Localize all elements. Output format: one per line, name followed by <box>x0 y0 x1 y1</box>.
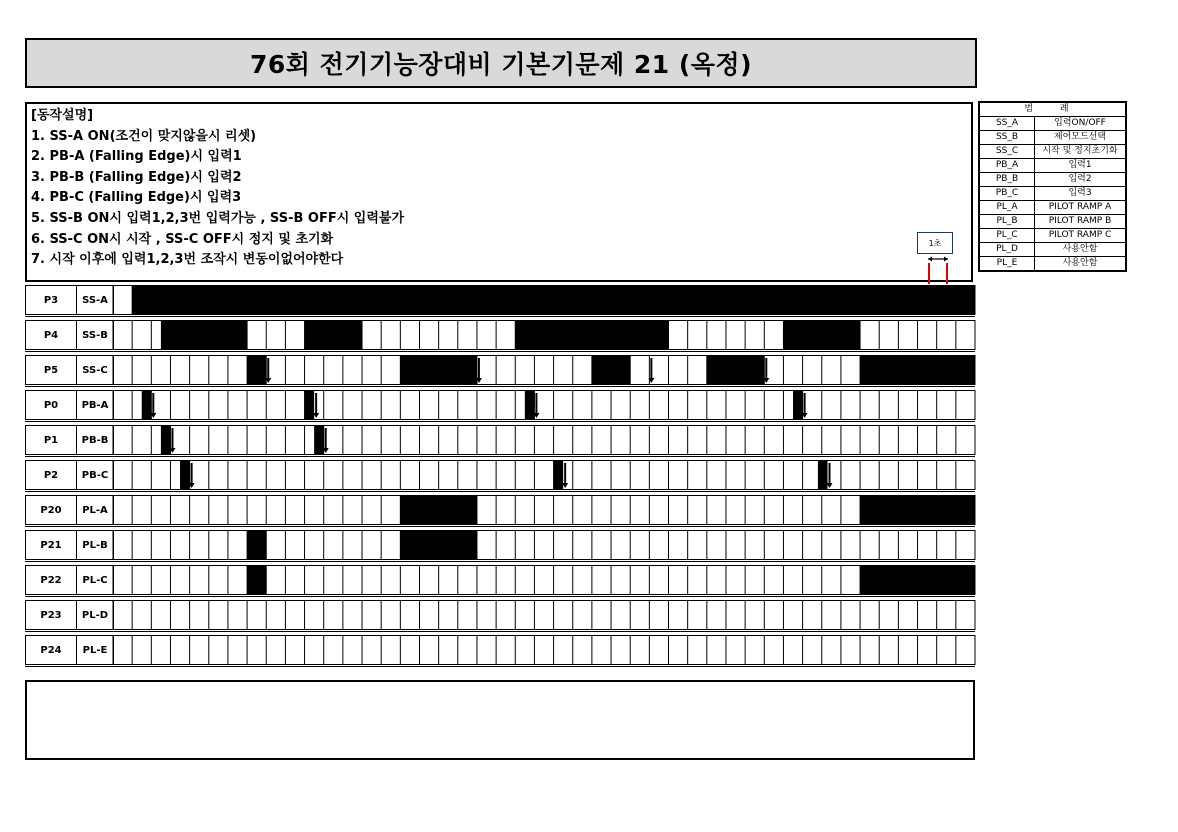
signal-label: SS-B <box>76 320 114 350</box>
signal-on-bar <box>400 496 477 524</box>
signal-waveform <box>113 425 975 455</box>
signal-waveform <box>113 565 975 595</box>
signal-on-bar <box>132 286 975 314</box>
legend-key: PB_C <box>979 187 1035 201</box>
row-frame <box>113 531 975 560</box>
timing-row <box>25 495 975 525</box>
signal-waveform <box>113 530 975 560</box>
port-label: P2 <box>25 460 77 490</box>
timing-row <box>25 600 975 630</box>
signal-label: PL-C <box>76 565 114 595</box>
legend-value: PILOT RAMP C <box>1035 229 1127 243</box>
row-separator <box>25 386 975 387</box>
signal-label: SS-C <box>76 355 114 385</box>
signal-label: PL-A <box>76 495 114 525</box>
row-frame <box>113 636 975 665</box>
signal-waveform <box>113 355 975 385</box>
signal-on-bar <box>142 391 152 419</box>
legend-value: 사용안함 <box>1035 243 1127 257</box>
signal-on-bar <box>400 531 477 559</box>
signal-on-bar <box>860 566 975 594</box>
row-separator <box>25 666 975 667</box>
port-label: P0 <box>25 390 77 420</box>
legend-key: PL_B <box>979 215 1035 229</box>
row-separator <box>25 491 975 492</box>
signal-on-bar <box>314 426 324 454</box>
port-label: P1 <box>25 425 77 455</box>
legend-key: PL_D <box>979 243 1035 257</box>
row-frame <box>113 426 975 455</box>
signal-on-bar <box>860 496 975 524</box>
signal-waveform <box>113 460 975 490</box>
legend-key: PL_A <box>979 201 1035 215</box>
timing-row <box>25 390 975 420</box>
row-separator <box>25 596 975 597</box>
legend-row <box>979 229 1126 243</box>
timing-row <box>25 355 975 385</box>
signal-on-bar <box>525 391 535 419</box>
signal-waveform <box>113 285 975 315</box>
signal-waveform <box>113 320 975 350</box>
legend-row <box>979 215 1126 229</box>
signal-on-bar <box>592 356 630 384</box>
description-line: 3. PB-B (Falling Edge)시 입력2 <box>31 169 242 185</box>
legend-value: 제어모드선택 <box>1035 131 1127 145</box>
description-line: 6. SS-C ON시 시작 , SS-C OFF시 정지 및 초기화 <box>31 231 334 247</box>
legend-row <box>979 159 1126 173</box>
legend-value: 입력3 <box>1035 187 1127 201</box>
legend-key: PB_A <box>979 159 1035 173</box>
row-separator <box>25 631 975 632</box>
legend-row <box>979 243 1126 257</box>
row-frame <box>113 356 975 385</box>
signal-on-bar <box>707 356 764 384</box>
legend-row <box>979 201 1126 215</box>
description-line: 1. SS-A ON(조건이 맞지않을시 리셋) <box>31 128 257 144</box>
legend-key: PL_C <box>979 229 1035 243</box>
timing-row <box>25 635 975 665</box>
signal-on-bar <box>793 391 803 419</box>
signal-label: PB-B <box>76 425 114 455</box>
timing-row <box>25 285 975 315</box>
timing-row <box>25 320 975 350</box>
signal-waveform <box>113 635 975 665</box>
legend-value: 사용안함 <box>1035 257 1127 272</box>
timing-chart <box>25 285 975 665</box>
row-frame <box>113 461 975 490</box>
signal-label: SS-A <box>76 285 114 315</box>
legend-row <box>979 257 1126 272</box>
signal-on-bar <box>515 321 668 349</box>
legend-header: 범 례 <box>979 102 1126 117</box>
legend-header-row <box>979 102 1126 117</box>
time-unit-label: 1초 <box>917 232 953 254</box>
signal-on-bar <box>305 391 315 419</box>
legend-table <box>978 101 1127 272</box>
row-frame <box>113 566 975 595</box>
row-frame <box>113 496 975 525</box>
signal-on-bar <box>783 321 860 349</box>
signal-waveform <box>113 495 975 525</box>
signal-on-bar <box>305 321 362 349</box>
row-separator <box>25 561 975 562</box>
signal-on-bar <box>247 356 266 384</box>
row-separator <box>25 526 975 527</box>
operation-description <box>25 102 973 282</box>
page-title: 76회 전기기능장대비 기본기문제 21 (옥정) <box>250 50 752 79</box>
port-label: P22 <box>25 565 77 595</box>
timing-row <box>25 530 975 560</box>
signal-label: PL-D <box>76 600 114 630</box>
signal-on-bar <box>161 426 171 454</box>
legend-value: PILOT RAMP A <box>1035 201 1127 215</box>
timing-row <box>25 460 975 490</box>
legend-row <box>979 187 1126 201</box>
signal-waveform <box>113 390 975 420</box>
legend-value: 입력ON/OFF <box>1035 117 1127 131</box>
legend-row <box>979 131 1126 145</box>
signal-on-bar <box>554 461 564 489</box>
row-frame <box>113 391 975 420</box>
description-header: [동작설명] <box>31 108 94 123</box>
signal-label: PB-C <box>76 460 114 490</box>
legend-key: SS_A <box>979 117 1035 131</box>
legend-key: SS_B <box>979 131 1035 145</box>
signal-on-bar <box>818 461 828 489</box>
description-line: 5. SS-B ON시 입력1,2,3번 입력가능 , SS-B OFF시 입력불가 <box>31 210 405 226</box>
legend-row <box>979 173 1126 187</box>
port-label: P23 <box>25 600 77 630</box>
signal-on-bar <box>161 321 247 349</box>
timing-row <box>25 425 975 455</box>
legend-row <box>979 117 1126 131</box>
signal-on-bar <box>860 356 975 384</box>
signal-on-bar <box>247 531 266 559</box>
row-separator <box>25 351 975 352</box>
row-frame <box>113 601 975 630</box>
row-separator <box>25 456 975 457</box>
legend-value: 입력2 <box>1035 173 1127 187</box>
port-label: P5 <box>25 355 77 385</box>
legend-key: PB_B <box>979 173 1035 187</box>
port-label: P21 <box>25 530 77 560</box>
timing-row <box>25 565 975 595</box>
title-banner <box>25 38 977 88</box>
signal-on-bar <box>247 566 266 594</box>
row-separator <box>25 316 975 317</box>
signal-on-bar <box>180 461 190 489</box>
signal-waveform <box>113 600 975 630</box>
legend-row <box>979 145 1126 159</box>
time-unit-marker-icon <box>926 253 950 285</box>
signal-label: PL-B <box>76 530 114 560</box>
description-line: 4. PB-C (Falling Edge)시 입력3 <box>31 190 242 206</box>
port-label: P24 <box>25 635 77 665</box>
legend-value: 입력1 <box>1035 159 1127 173</box>
legend-value: 시작 및 정지초기화 <box>1035 145 1127 159</box>
port-label: P3 <box>25 285 77 315</box>
legend-key: PL_E <box>979 257 1035 272</box>
legend-key: SS_C <box>979 145 1035 159</box>
description-line: 7. 시작 이후에 입력1,2,3번 조작시 변동이없어야한다 <box>31 252 344 268</box>
legend-value: PILOT RAMP B <box>1035 215 1127 229</box>
notes-box <box>25 680 975 760</box>
signal-on-bar <box>400 356 477 384</box>
signal-label: PL-E <box>76 635 114 665</box>
description-line: 2. PB-A (Falling Edge)시 입력1 <box>31 149 242 165</box>
row-separator <box>25 421 975 422</box>
port-label: P4 <box>25 320 77 350</box>
signal-label: PB-A <box>76 390 114 420</box>
port-label: P20 <box>25 495 77 525</box>
